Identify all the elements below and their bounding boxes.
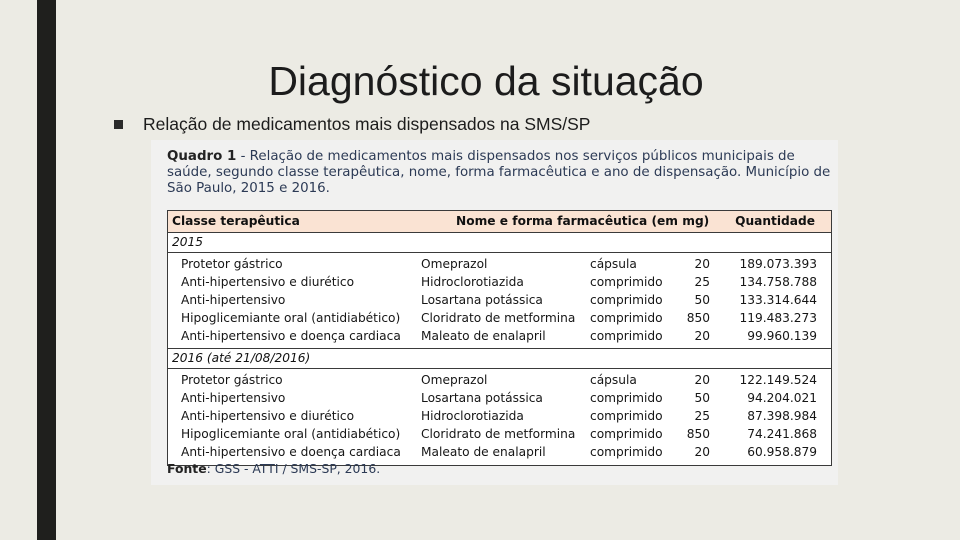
table-row (168, 372, 831, 390)
cell-quantity: 119.483.273 (739, 310, 817, 325)
figure-caption (167, 149, 837, 197)
table-figure (151, 140, 838, 485)
cell-name: Cloridrato de metformina (421, 427, 576, 442)
cell-class: Protetor gástrico (181, 257, 283, 271)
caption-label: Quadro 1 (167, 149, 237, 164)
table-header-row (168, 211, 831, 233)
group-2015 (168, 253, 831, 349)
cell-dose: 850 (686, 427, 710, 442)
cell-name: Hidroclorotiazida (421, 409, 524, 424)
year-row-2015 (168, 233, 831, 253)
figure-source (167, 461, 380, 476)
table-row (168, 310, 831, 328)
cell-name: Hidroclorotiazida (421, 274, 524, 289)
year-row-2016 (168, 349, 831, 369)
header-name-form: Nome e forma farmacêutica (em mg) (456, 214, 710, 228)
header-class: Classe terapêutica (172, 214, 300, 228)
table-row (168, 256, 831, 274)
cell-quantity: 133.314.644 (739, 292, 817, 307)
source-text: : GSS - ATTI / SMS-SP, 2016. (206, 461, 381, 476)
medication-table (167, 210, 832, 466)
cell-quantity: 134.758.788 (739, 274, 817, 289)
cell-dose: 20 (694, 445, 710, 460)
slide-title: Diagnóstico da situação (268, 58, 704, 104)
cell-dose: 50 (694, 391, 710, 406)
cell-form: comprimido (590, 310, 663, 325)
cell-form: comprimido (590, 391, 663, 406)
cell-form: comprimido (590, 427, 663, 442)
cell-name: Losartana potássica (421, 292, 543, 307)
source-label: Fonte (167, 461, 207, 476)
cell-dose: 50 (694, 292, 710, 307)
table-row (168, 408, 831, 426)
year-label: 2015 (172, 235, 204, 249)
cell-form: comprimido (590, 292, 663, 307)
cell-class: Anti-hipertensivo (181, 391, 286, 406)
table-row (168, 426, 831, 444)
cell-quantity: 60.958.879 (747, 445, 817, 460)
cell-dose: 20 (694, 328, 710, 343)
cell-dose: 850 (686, 310, 710, 325)
square-bullet-icon (114, 120, 123, 129)
cell-dose: 20 (694, 257, 710, 271)
cell-class: Anti-hipertensivo e diurético (181, 274, 355, 289)
cell-form: comprimido (590, 328, 663, 343)
cell-name: Maleato de enalapril (421, 328, 546, 343)
cell-form: comprimido (590, 445, 663, 460)
cell-class: Hipoglicemiante oral (antidiabético) (181, 427, 401, 442)
cell-name: Losartana potássica (421, 391, 543, 406)
table-row (168, 444, 831, 462)
cell-quantity: 189.073.393 (739, 257, 817, 271)
table-row (168, 292, 831, 310)
cell-form: comprimido (590, 274, 663, 289)
bullet-item (114, 112, 590, 136)
bullet-text: Relação de medicamentos mais dispensados na SMS/SP (143, 114, 591, 134)
cell-quantity: 99.960.139 (747, 328, 817, 343)
cell-class: Anti-hipertensivo (181, 292, 286, 307)
cell-form: comprimido (590, 409, 663, 424)
cell-dose: 25 (694, 274, 710, 289)
cell-quantity: 87.398.984 (747, 409, 817, 424)
cell-dose: 20 (694, 373, 710, 388)
cell-class: Anti-hipertensivo e diurético (181, 409, 355, 424)
cell-class: Hipoglicemiante oral (antidiabético) (181, 310, 401, 325)
table-row (168, 274, 831, 292)
cell-form: cápsula (590, 257, 637, 271)
cell-name: Omeprazol (421, 257, 488, 271)
table-row (168, 390, 831, 408)
cell-class: Anti-hipertensivo e doença cardiaca (181, 445, 401, 460)
group-2016 (168, 369, 831, 464)
cell-name: Maleato de enalapril (421, 445, 546, 460)
table-row (168, 328, 831, 346)
cell-class: Anti-hipertensivo e doença cardiaca (181, 328, 401, 343)
year-label: 2016 (até 21/08/2016) (172, 351, 311, 366)
cell-dose: 25 (694, 409, 710, 424)
cell-class: Protetor gástrico (181, 373, 283, 388)
cell-form: cápsula (590, 373, 637, 388)
cell-quantity: 74.241.868 (747, 427, 817, 442)
caption-text: - Relação de medicamentos mais dispensados nos serviços públicos municipais de saúde, segundo classe terapêutica, nome, forma farmacêutica e ano de dispensação. Município de São Paulo, 2015 e 2016. (167, 149, 831, 196)
cell-quantity: 122.149.524 (739, 373, 817, 388)
cell-quantity: 94.204.021 (747, 391, 817, 406)
cell-name: Omeprazol (421, 373, 488, 388)
header-quantity: Quantidade (735, 214, 815, 228)
cell-name: Cloridrato de metformina (421, 310, 576, 325)
